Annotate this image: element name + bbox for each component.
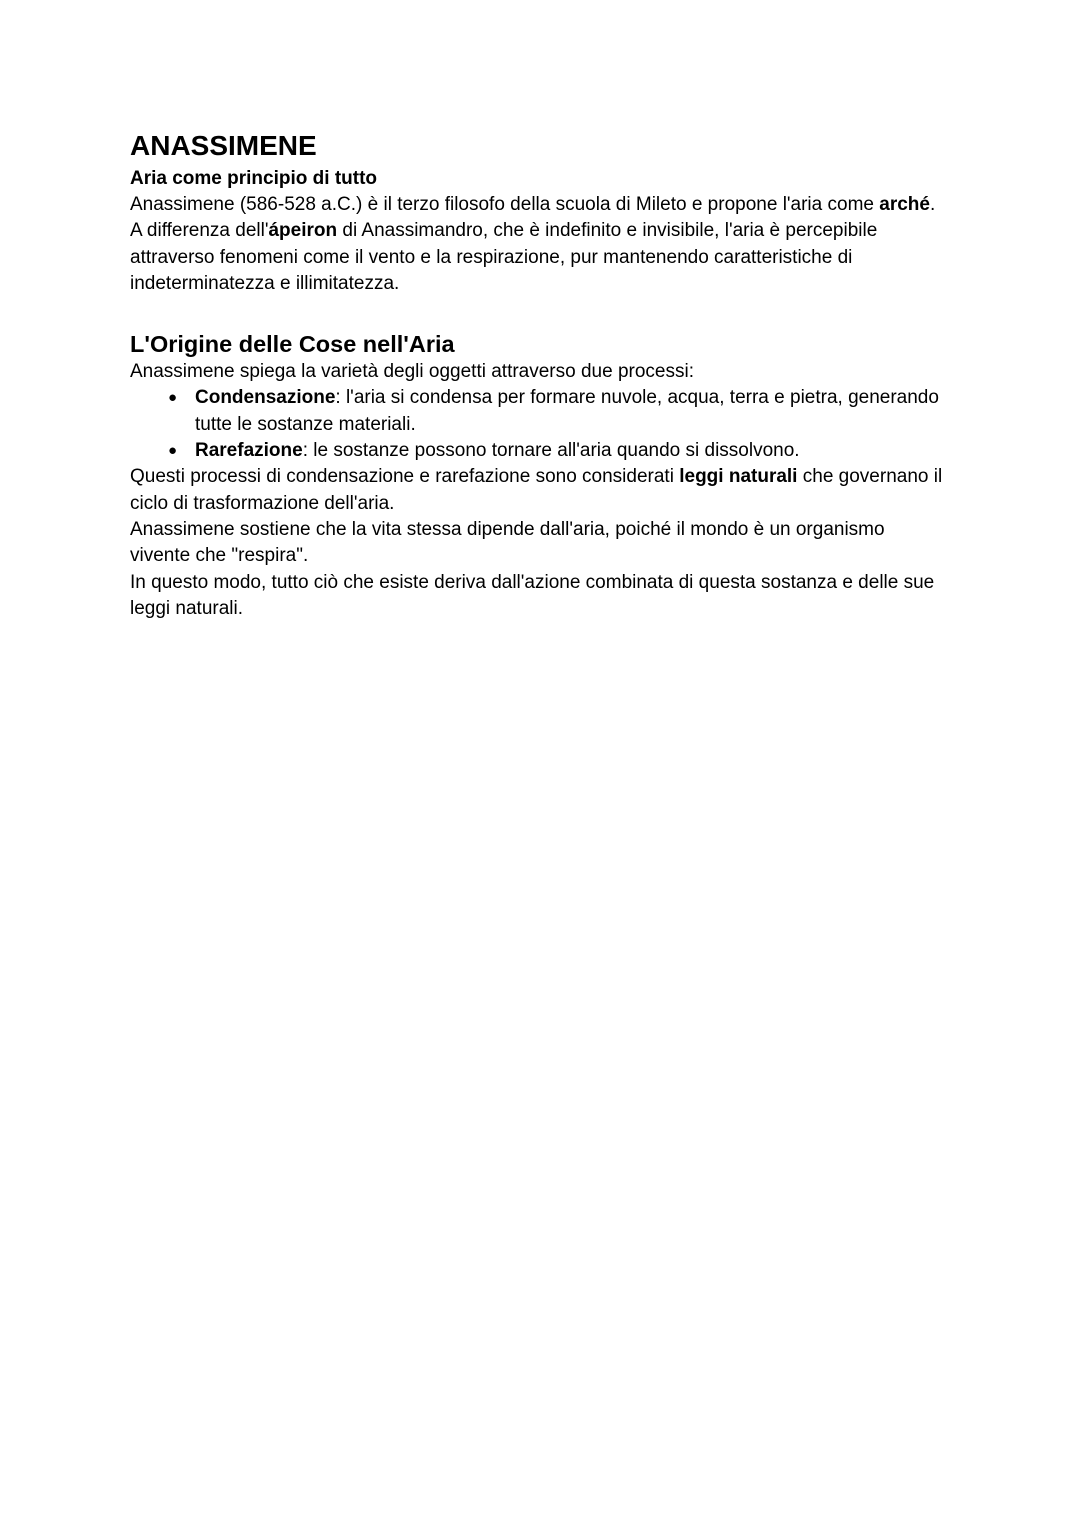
list-item-rarefazione	[130, 438, 950, 464]
list-item-term: Rarefazione	[195, 440, 303, 462]
list-item-text: : le sostanze possono tornare all'aria quando si dissolvono.	[302, 440, 800, 462]
document-title: ANASSIMENE	[130, 130, 317, 161]
intro-bold-arche: arché	[879, 194, 930, 215]
list-item-text: : l'aria si condensa per formare nuvole, acqua, terra e pietra, generando tutte le sostanze materiali.	[195, 387, 939, 435]
intro-text-2: . A differenza dell'	[130, 194, 936, 242]
laws-text-2: che governano il ciclo di trasformazione dell'aria.	[130, 466, 943, 514]
intro-bold-apeiron: ápeiron	[268, 220, 338, 242]
laws-text-1: Questi processi di condensazione e rarefazione sono considerati	[130, 466, 680, 488]
document-page	[130, 126, 950, 622]
intro-text-3: di Anassimandro, che è indefinito e invisibile, l'aria è percepibile attraverso fenomeni come il vento e la respirazione, pur mantenendo caratteristiche di indeterminatezza e illimitatezza.	[130, 220, 878, 294]
section-lead: Anassimene spiega la varietà degli oggetti attraverso due processi:	[130, 361, 694, 383]
section-heading: L'Origine delle Cose nell'Aria	[130, 331, 455, 358]
document-subtitle: Aria come principio di tutto	[130, 168, 378, 189]
life-paragraph: Anassimene sostiene che la vita stessa dipende dall'aria, poiché il mondo è un organismo vivente che "respira".	[130, 518, 885, 567]
laws-paragraph	[130, 464, 950, 517]
conclusion-paragraph: In questo modo, tutto ciò che esiste deriva dall'azione combinata di questa sostanza e delle sue leggi naturali.	[130, 571, 935, 619]
laws-bold: leggi naturali	[679, 466, 798, 488]
bullet-icon: ●	[168, 442, 178, 460]
list-item-condensazione	[130, 385, 950, 438]
intro-paragraph	[130, 192, 950, 297]
process-list	[130, 385, 950, 464]
list-item-term: Condensazione	[195, 387, 336, 409]
bullet-icon: ●	[168, 389, 178, 407]
intro-text-1: Anassimene (586-528 a.C.) è il terzo filosofo della scuola di Mileto e propone l'aria come	[130, 194, 880, 215]
